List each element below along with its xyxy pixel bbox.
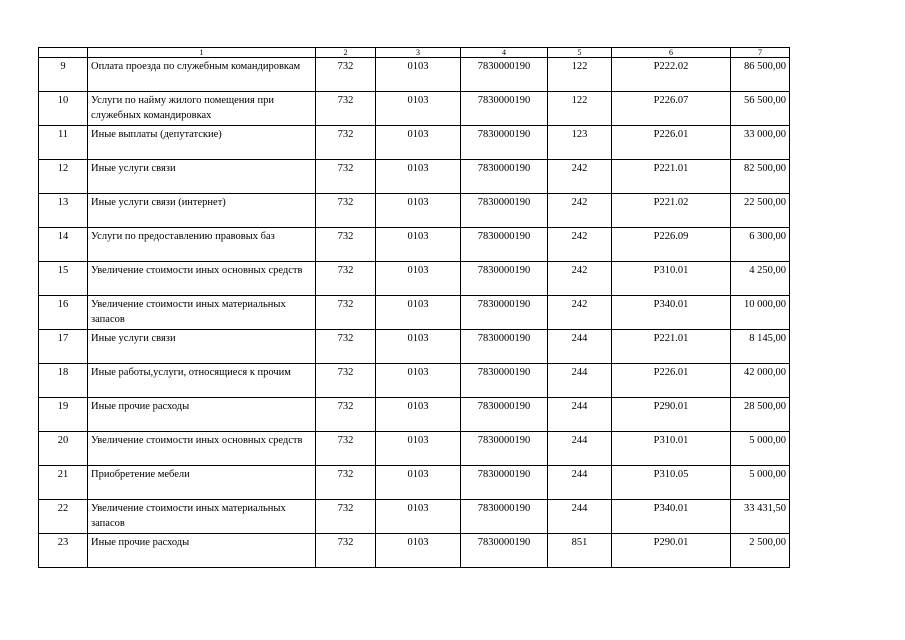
cell-row-number: 21 [39, 466, 88, 500]
table-row [39, 330, 790, 364]
cell-expense-type-code: 244 [548, 330, 612, 364]
column-header-2: 2 [316, 48, 376, 58]
cell-row-number: 9 [39, 58, 88, 92]
cell-row-number: 19 [39, 398, 88, 432]
cell-target-item-code: 7830000190 [461, 126, 548, 160]
cell-target-item-code: 7830000190 [461, 330, 548, 364]
cell-department-code: 732 [316, 58, 376, 92]
cell-row-number: 11 [39, 126, 88, 160]
table-row [39, 398, 790, 432]
cell-section-code: 0103 [376, 228, 461, 262]
budget-table-container [38, 47, 790, 568]
cell-department-code: 732 [316, 364, 376, 398]
cell-row-number: 16 [39, 296, 88, 330]
cell-row-number: 13 [39, 194, 88, 228]
cell-expense-name: Иные услуги связи (интернет) [88, 194, 316, 228]
cell-expense-name: Иные прочие расходы [88, 398, 316, 432]
table-row [39, 58, 790, 92]
cell-target-item-code: 7830000190 [461, 262, 548, 296]
cell-kosgu-code: P221.01 [612, 160, 731, 194]
cell-department-code: 732 [316, 160, 376, 194]
table-row [39, 126, 790, 160]
cell-row-number: 15 [39, 262, 88, 296]
cell-target-item-code: 7830000190 [461, 58, 548, 92]
cell-section-code: 0103 [376, 296, 461, 330]
cell-amount: 5 000,00 [731, 432, 790, 466]
cell-amount: 2 500,00 [731, 534, 790, 568]
cell-kosgu-code: P310.01 [612, 432, 731, 466]
cell-amount: 33 000,00 [731, 126, 790, 160]
cell-target-item-code: 7830000190 [461, 432, 548, 466]
cell-target-item-code: 7830000190 [461, 534, 548, 568]
cell-kosgu-code: P221.02 [612, 194, 731, 228]
column-header-6: 6 [612, 48, 731, 58]
table-row [39, 160, 790, 194]
cell-expense-name: Услуги по найму жилого помещения при служебных командировках [88, 92, 316, 126]
cell-target-item-code: 7830000190 [461, 228, 548, 262]
cell-expense-name: Иные работы,услуги, относящиеся к прочим [88, 364, 316, 398]
cell-target-item-code: 7830000190 [461, 500, 548, 534]
cell-department-code: 732 [316, 228, 376, 262]
cell-target-item-code: 7830000190 [461, 160, 548, 194]
cell-kosgu-code: P310.01 [612, 262, 731, 296]
cell-department-code: 732 [316, 500, 376, 534]
column-header-0 [39, 48, 88, 58]
cell-amount: 10 000,00 [731, 296, 790, 330]
cell-target-item-code: 7830000190 [461, 92, 548, 126]
cell-expense-type-code: 242 [548, 194, 612, 228]
table-row [39, 262, 790, 296]
cell-expense-name: Оплата проезда по служебным командировкам [88, 58, 316, 92]
table-row [39, 500, 790, 534]
cell-section-code: 0103 [376, 160, 461, 194]
table-row [39, 296, 790, 330]
cell-amount: 6 300,00 [731, 228, 790, 262]
cell-section-code: 0103 [376, 534, 461, 568]
cell-expense-type-code: 242 [548, 160, 612, 194]
cell-expense-type-code: 244 [548, 466, 612, 500]
table-row [39, 194, 790, 228]
cell-section-code: 0103 [376, 330, 461, 364]
cell-target-item-code: 7830000190 [461, 296, 548, 330]
cell-expense-type-code: 851 [548, 534, 612, 568]
budget-table [38, 47, 790, 568]
cell-amount: 4 250,00 [731, 262, 790, 296]
cell-expense-type-code: 122 [548, 58, 612, 92]
cell-expense-type-code: 242 [548, 296, 612, 330]
cell-department-code: 732 [316, 398, 376, 432]
cell-department-code: 732 [316, 534, 376, 568]
cell-expense-type-code: 244 [548, 398, 612, 432]
cell-row-number: 23 [39, 534, 88, 568]
cell-amount: 86 500,00 [731, 58, 790, 92]
table-row [39, 466, 790, 500]
cell-expense-type-code: 244 [548, 432, 612, 466]
cell-section-code: 0103 [376, 500, 461, 534]
cell-section-code: 0103 [376, 194, 461, 228]
cell-expense-name: Иные выплаты (депутатские) [88, 126, 316, 160]
cell-kosgu-code: P340.01 [612, 500, 731, 534]
cell-target-item-code: 7830000190 [461, 364, 548, 398]
cell-expense-name: Увеличение стоимости иных материальных запасов [88, 296, 316, 330]
cell-expense-name: Увеличение стоимости иных материальных запасов [88, 500, 316, 534]
cell-expense-name: Услуги по предоставлению правовых баз [88, 228, 316, 262]
cell-expense-name: Увеличение стоимости иных основных средств [88, 432, 316, 466]
cell-row-number: 14 [39, 228, 88, 262]
cell-row-number: 12 [39, 160, 88, 194]
cell-section-code: 0103 [376, 466, 461, 500]
cell-amount: 42 000,00 [731, 364, 790, 398]
cell-department-code: 732 [316, 330, 376, 364]
cell-target-item-code: 7830000190 [461, 466, 548, 500]
cell-amount: 33 431,50 [731, 500, 790, 534]
cell-kosgu-code: P226.07 [612, 92, 731, 126]
cell-expense-name: Иные прочие расходы [88, 534, 316, 568]
cell-row-number: 18 [39, 364, 88, 398]
cell-department-code: 732 [316, 466, 376, 500]
table-row [39, 364, 790, 398]
cell-expense-name: Увеличение стоимости иных основных средств [88, 262, 316, 296]
column-header-4: 4 [461, 48, 548, 58]
cell-section-code: 0103 [376, 262, 461, 296]
cell-expense-type-code: 122 [548, 92, 612, 126]
cell-kosgu-code: P290.01 [612, 534, 731, 568]
table-row [39, 432, 790, 466]
cell-kosgu-code: P222.02 [612, 58, 731, 92]
table-row [39, 92, 790, 126]
cell-section-code: 0103 [376, 364, 461, 398]
cell-row-number: 20 [39, 432, 88, 466]
cell-expense-type-code: 242 [548, 228, 612, 262]
cell-amount: 56 500,00 [731, 92, 790, 126]
table-row [39, 228, 790, 262]
cell-amount: 82 500,00 [731, 160, 790, 194]
cell-kosgu-code: P290.01 [612, 398, 731, 432]
cell-expense-type-code: 123 [548, 126, 612, 160]
cell-department-code: 732 [316, 432, 376, 466]
cell-section-code: 0103 [376, 398, 461, 432]
cell-section-code: 0103 [376, 92, 461, 126]
cell-expense-name: Иные услуги связи [88, 160, 316, 194]
cell-department-code: 732 [316, 194, 376, 228]
cell-kosgu-code: P310.05 [612, 466, 731, 500]
cell-amount: 5 000,00 [731, 466, 790, 500]
column-header-7: 7 [731, 48, 790, 58]
cell-amount: 8 145,00 [731, 330, 790, 364]
cell-row-number: 22 [39, 500, 88, 534]
cell-amount: 28 500,00 [731, 398, 790, 432]
cell-target-item-code: 7830000190 [461, 194, 548, 228]
cell-kosgu-code: P226.01 [612, 364, 731, 398]
cell-expense-name: Приобретение мебели [88, 466, 316, 500]
cell-kosgu-code: P221.01 [612, 330, 731, 364]
cell-expense-type-code: 244 [548, 500, 612, 534]
header-row [39, 48, 790, 58]
cell-expense-type-code: 242 [548, 262, 612, 296]
cell-row-number: 10 [39, 92, 88, 126]
cell-department-code: 732 [316, 92, 376, 126]
cell-kosgu-code: P226.09 [612, 228, 731, 262]
cell-section-code: 0103 [376, 432, 461, 466]
cell-kosgu-code: P226.01 [612, 126, 731, 160]
cell-expense-name: Иные услуги связи [88, 330, 316, 364]
column-header-5: 5 [548, 48, 612, 58]
cell-department-code: 732 [316, 296, 376, 330]
cell-target-item-code: 7830000190 [461, 398, 548, 432]
cell-amount: 22 500,00 [731, 194, 790, 228]
cell-kosgu-code: P340.01 [612, 296, 731, 330]
cell-expense-type-code: 244 [548, 364, 612, 398]
table-row [39, 534, 790, 568]
cell-department-code: 732 [316, 126, 376, 160]
cell-row-number: 17 [39, 330, 88, 364]
table-body [39, 58, 790, 568]
column-header-1: 1 [88, 48, 316, 58]
cell-department-code: 732 [316, 262, 376, 296]
column-header-3: 3 [376, 48, 461, 58]
cell-section-code: 0103 [376, 126, 461, 160]
cell-section-code: 0103 [376, 58, 461, 92]
